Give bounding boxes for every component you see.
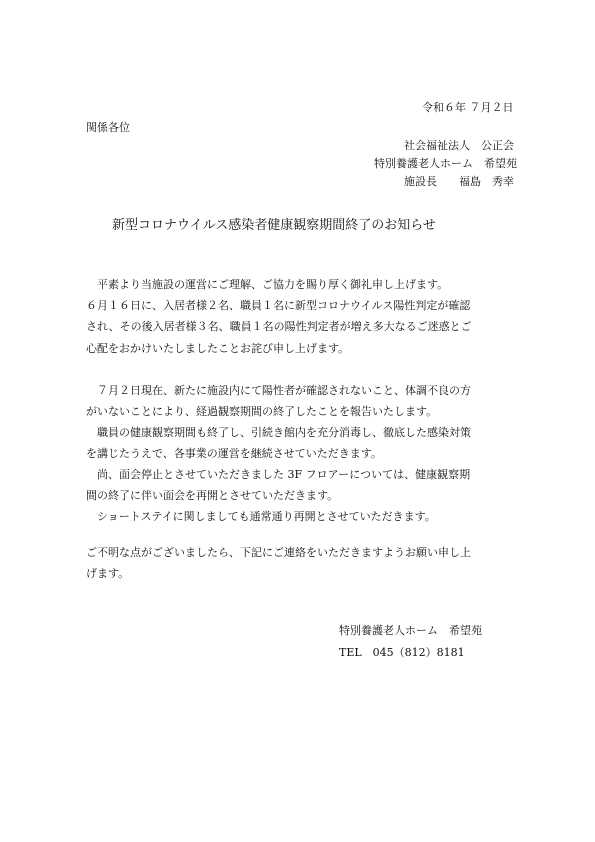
body-line: 心配をおかけいたしましたことお詫び申し上げます。 [86,342,350,355]
body-line: げます。 [86,567,130,580]
body-line: がいないことにより、経過観察期間の終了したことを報告いたします。 [86,405,438,418]
body-line: 尚、面会停止とさせていただきました 3F フロアーについては、健康観察期 [86,468,471,481]
body-line: ６月１６日に、入居者様２名、職員１名に新型コロナウイルス陽性判定が確認 [86,299,471,312]
sender-director: 施設長 福島 秀幸 [404,175,514,188]
issue-date: 令和６年 ７月２日 [422,101,514,114]
body-line: 間の終了に伴い面会を再開とさせていただきます。 [86,489,339,502]
contact-telephone: TEL 045（812）8181 [339,646,465,659]
body-line: 職員の健康観察期間も終了し、引続き館内を充分消毒し、徹底した感染対策 [86,426,471,439]
addressee: 関係各位 [86,121,130,134]
body-line: ご不明な点がございましたら、下記にご連絡をいただきますようお願い申し上 [86,546,471,559]
body-line: を講じたうえで、各事業の運営を継続させていただきます。 [86,447,382,460]
body-line: ショートステイに関しましても通常通り再開とさせていただきます。 [86,510,436,523]
sender-organization: 社会福祉法人 公正会 [404,139,514,152]
body-line: ７月２日現在、新たに施設内にて陽性者が確認されないこと、体調不良の方 [86,384,471,397]
contact-facility: 特別養護老人ホーム 希望苑 [339,624,482,637]
notice-title: 新型コロナウイルス感染者健康観察期間終了のお知らせ [112,218,436,233]
body-line: 平素より当施設の運営にご理解、ご協力を賜り厚く御礼申し上げます。 [86,278,449,291]
body-line: され、その後入居者様３名、職員１名の陽性判定者が増え多大なるご迷惑とご [86,320,472,333]
sender-facility: 特別養護老人ホーム 希望苑 [374,157,517,170]
